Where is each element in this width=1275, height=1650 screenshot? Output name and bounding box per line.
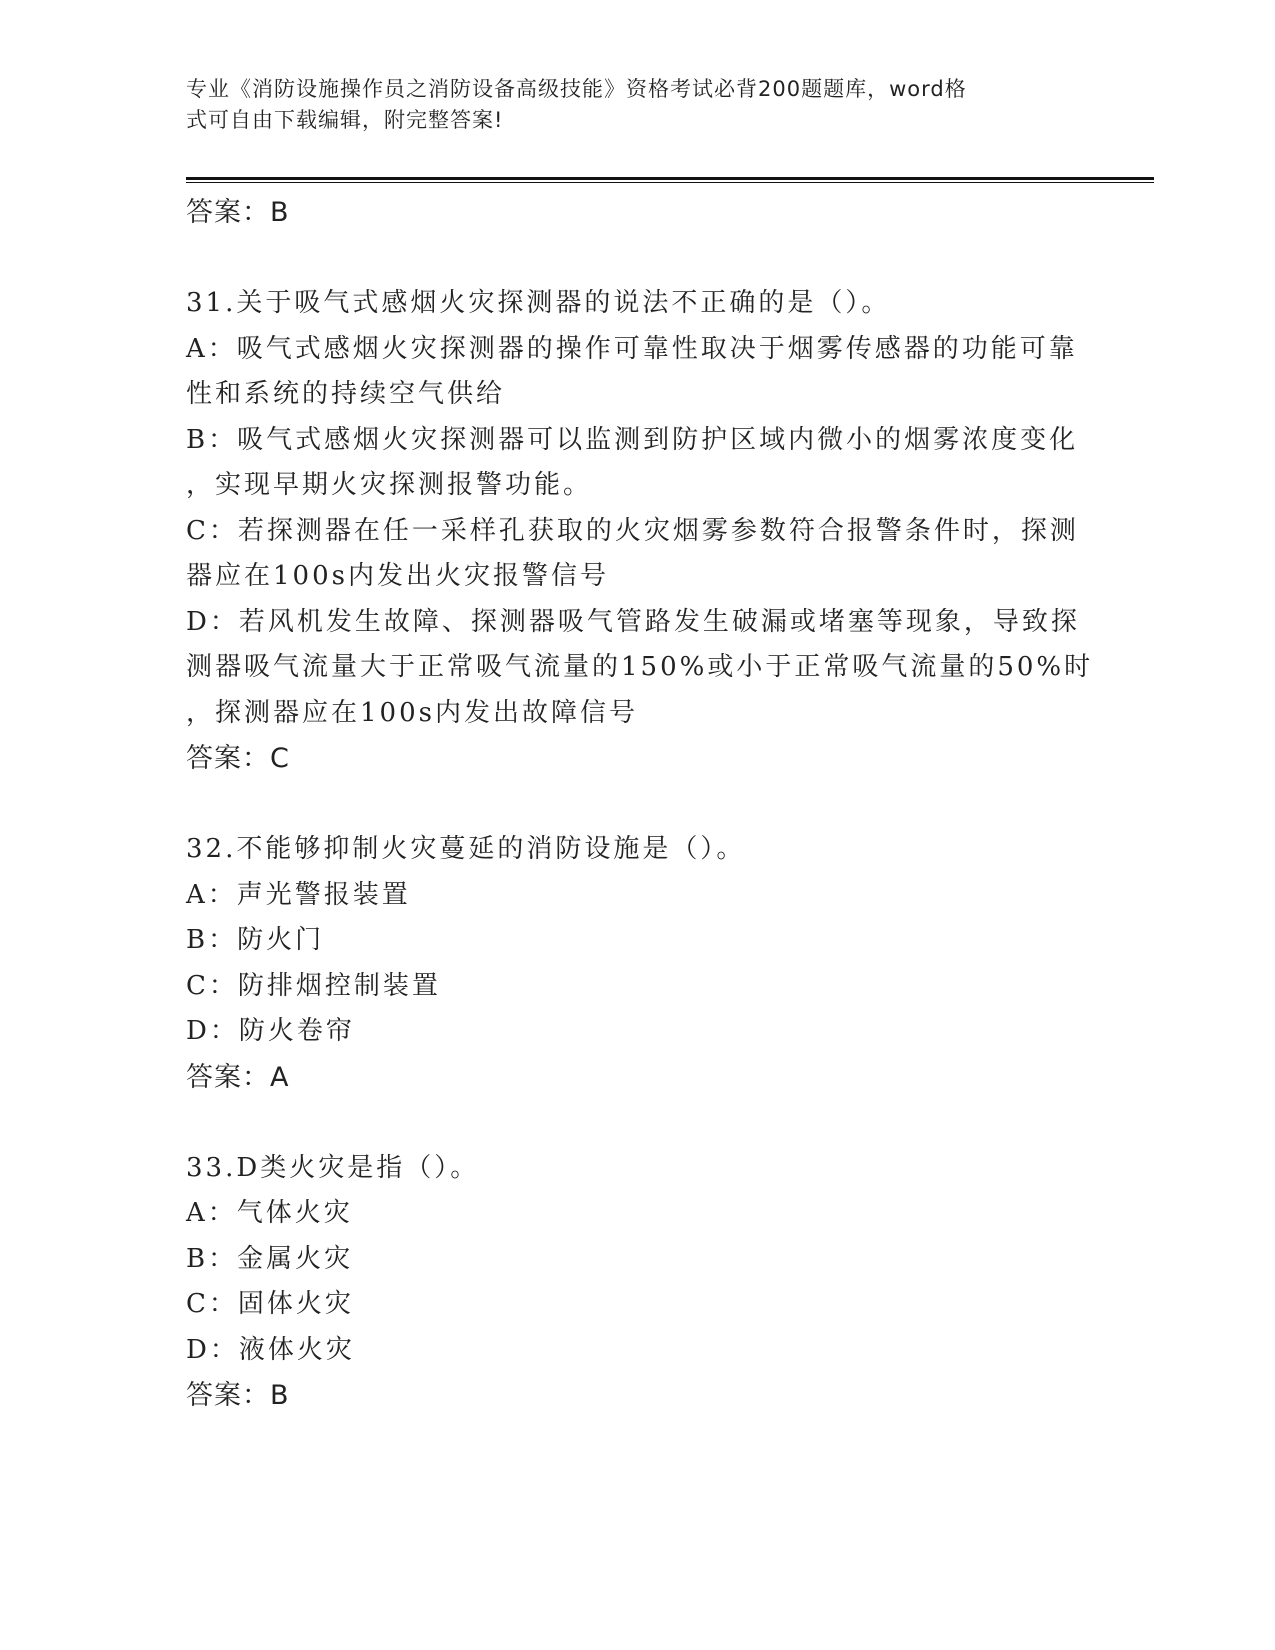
option-b: B：防火门 (186, 925, 325, 955)
spacer (186, 1100, 1086, 1146)
option-d: D：防火卷帘 (186, 1016, 355, 1046)
question-31 (186, 281, 1094, 782)
option-b: B：吸气式感烟火灾探测器可以监测到防护区域内微小的烟雾浓度变化 (186, 424, 1079, 455)
header-line-2: 式可自由下载编辑，附完整答案! (186, 108, 504, 132)
option-d-cont: 测器吸气流量大于正常吸气流量的150%或小于正常吸气流量的50%时 (186, 652, 1094, 682)
answer-line: 答案：A (186, 1061, 290, 1093)
question-33 (186, 1146, 1086, 1419)
option-d-cont-2: ，探测器应在100s内发出故障信号 (186, 697, 638, 728)
option-c: C：固体火灾 (186, 1289, 354, 1319)
option-b-cont: ，实现早期火灾探测报警功能。 (186, 470, 593, 500)
option-a-cont: 性和系统的持续空气供给 (186, 379, 506, 409)
previous-answer: 答案：B (186, 197, 290, 228)
option-c: C：防排烟控制装置 (186, 970, 441, 1001)
option-c: C：若探测器在任一采样孔获取的火灾烟雾参数符合报警条件时，探测 (186, 515, 1079, 546)
question-32 (186, 827, 1086, 1100)
spacer (186, 782, 1086, 828)
header-rule-thin (186, 182, 1154, 183)
question-stem: 33.D类火灾是指（）。 (186, 1152, 480, 1183)
answer-line: 答案：C (186, 743, 290, 774)
option-a: A：吸气式感烟火灾探测器的操作可靠性取决于烟雾传感器的功能可靠 (186, 333, 1078, 364)
question-stem: 31.关于吸气式感烟火灾探测器的说法不正确的是（）。 (186, 288, 891, 318)
question-stem: 32.不能够抑制火灾蔓延的消防设施是（）。 (186, 834, 746, 864)
page-header (186, 74, 1066, 136)
option-a: A：声光警报装置 (186, 879, 411, 910)
option-d: D：若风机发生故障、探测器吸气管路发生破漏或堵塞等现象，导致探 (186, 606, 1080, 637)
question-content (186, 190, 1094, 1419)
option-c-cont: 器应在100s内发出火灾报警信号 (186, 561, 609, 591)
option-d: D：液体火灾 (186, 1334, 355, 1365)
spacer (186, 236, 1086, 282)
option-b: B：金属火灾 (186, 1243, 354, 1274)
header-line-1: 专业《消防设施操作员之消防设备高级技能》资格考试必背200题题库，word格 (186, 77, 967, 101)
header-rule-thick (186, 177, 1154, 180)
option-a: A：气体火灾 (186, 1198, 353, 1228)
answer-line: 答案：B (186, 1380, 290, 1411)
